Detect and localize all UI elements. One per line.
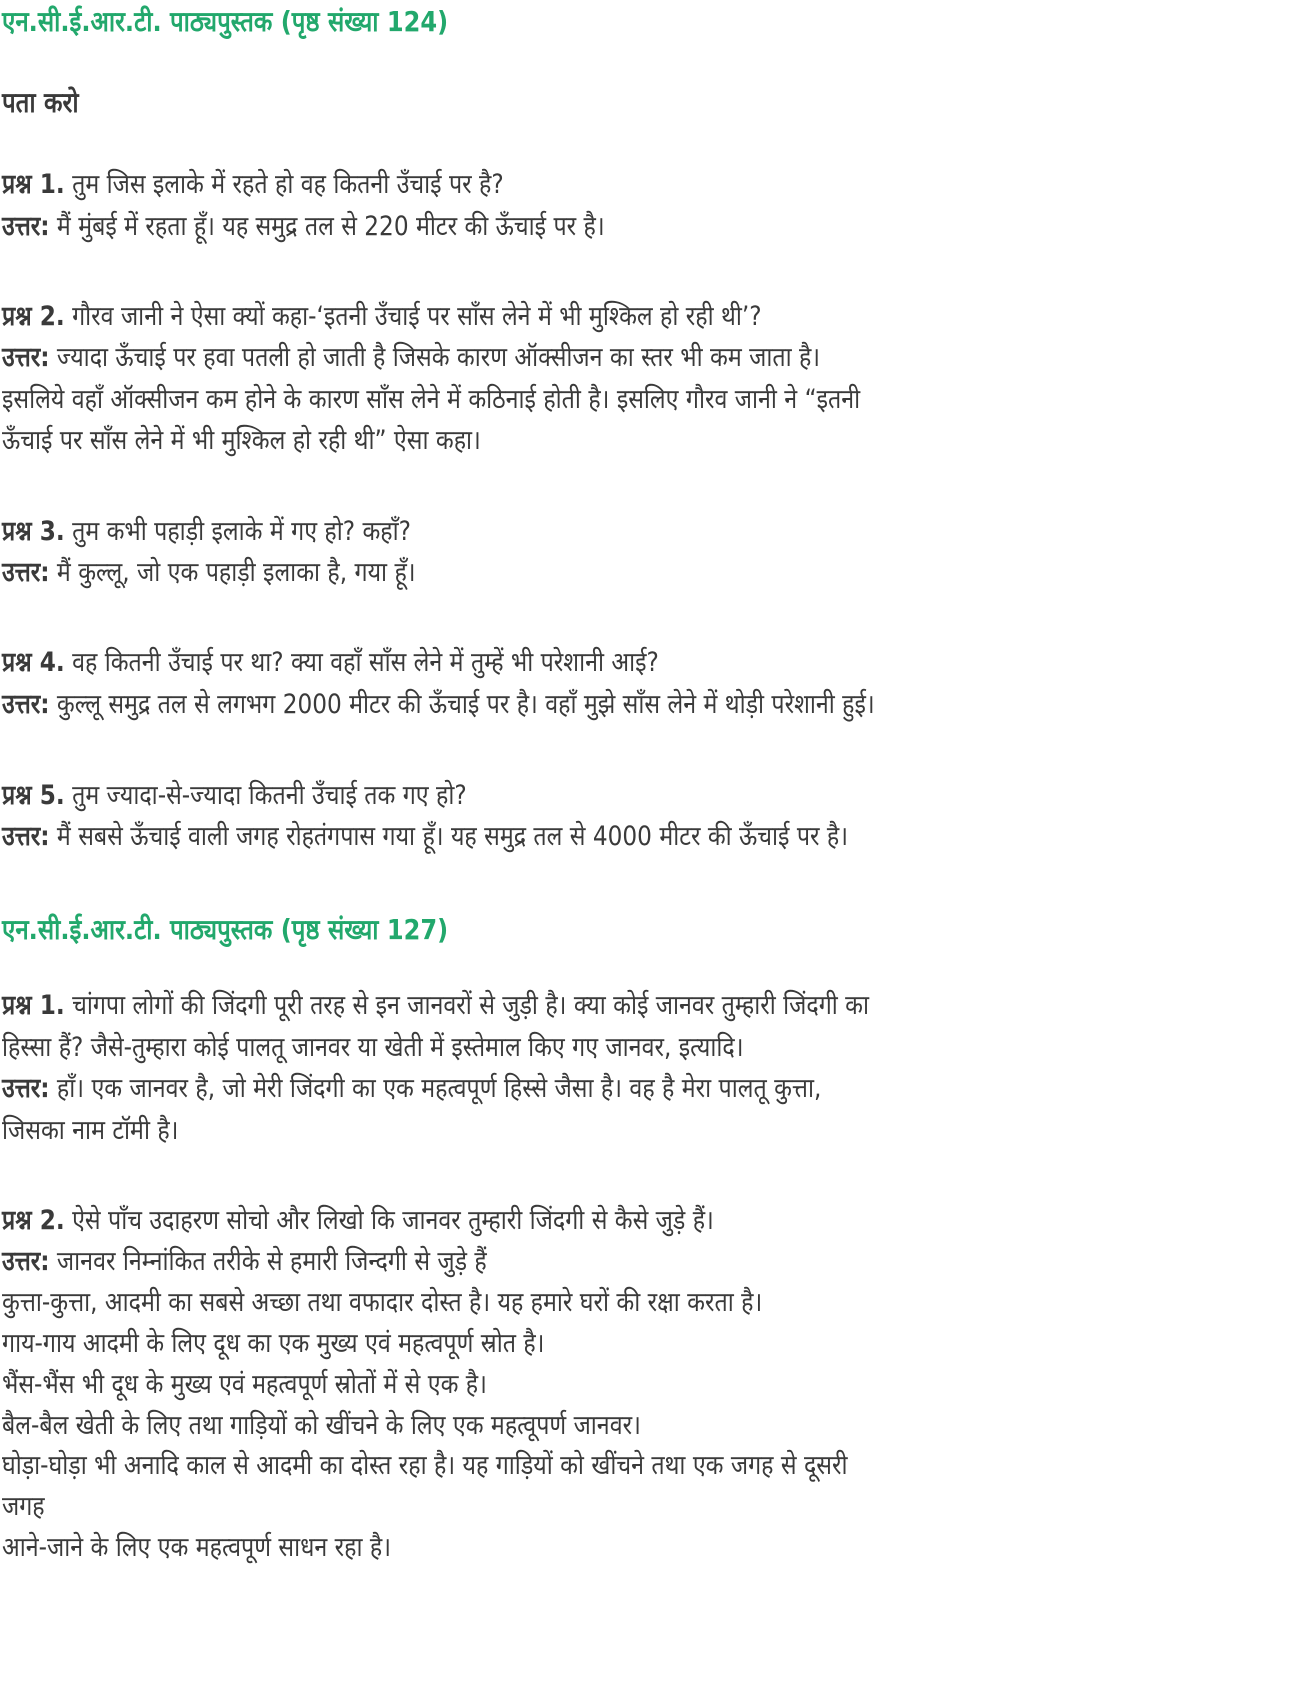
question-label: प्रश्न 1. [2, 169, 65, 200]
s2-answer-2-horse-line-3: आने-जाने के लिए एक महत्वपूर्ण साधन रहा है। [2, 1532, 392, 1563]
s2-answer-2-dog: कुत्ता-कुत्ता, आदमी का सबसे अच्छा तथा वफादार दोस्त है। यह हमारे घरों की रक्षा करता है। [2, 1287, 763, 1318]
s2-question-2 [2, 1201, 714, 1241]
answer-2-line-2: इसलिये वहाँ ऑक्सीजन कम होने के कारण साँस लेने में कठिनाई होती है। इसलिए गौरव जानी ने “इतनी [2, 384, 861, 415]
s2-answer-2-horse-line-2: जगह [2, 1491, 45, 1522]
answer-text: ज्यादा ऊँचाई पर हवा पतली हो जाती है जिसके कारण ऑक्सीजन का स्तर भी कम जाता है। [49, 342, 821, 373]
section-heading-127: एन.सी.ई.आर.टी. पाठ्यपुस्तक (पृष्ठ संख्या 127) [2, 913, 449, 946]
question-5 [2, 776, 467, 816]
question-label: प्रश्न 3. [2, 516, 65, 547]
s2-answer-2 [2, 1242, 487, 1282]
answer-text: जानवर निम्नांकित तरीके से हमारी जिन्दगी से जुड़े हैं [49, 1246, 487, 1277]
answer-2-line-3: ऊँचाई पर साँस लेने में भी मुश्किल हो रही थी” ऐसा कहा। [2, 425, 481, 456]
subheading-pata-karo: पता करो [2, 86, 79, 119]
answer-text: मैं मुंबई में रहता हूँ। यह समुद्र तल से 220 मीटर की ऊँचाई पर है। [49, 211, 605, 242]
question-label: प्रश्न 2. [2, 1205, 65, 1236]
question-label: प्रश्न 4. [2, 647, 65, 678]
answer-label: उत्तर: [2, 1073, 50, 1104]
question-4 [2, 643, 659, 683]
s2-question-1 [2, 986, 869, 1026]
question-1 [2, 165, 504, 205]
question-label: प्रश्न 5. [2, 780, 65, 811]
question-label: प्रश्न 2. [2, 301, 65, 332]
question-text: वह कितनी उँचाई पर था? क्या वहाँ साँस लेने में तुम्हें भी परेशानी आई? [64, 647, 659, 678]
answer-label: उत्तर: [2, 1246, 50, 1277]
answer-4 [2, 685, 875, 725]
answer-text: मैं सबसे ऊँचाई वाली जगह रोहतंगपास गया हूँ। यह समुद्र तल से 4000 मीटर की ऊँचाई पर है। [49, 821, 849, 852]
answer-label: उत्तर: [2, 689, 50, 720]
s2-question-1-line-2: हिस्सा हैं? जैसे-तुम्हारा कोई पालतू जानवर या खेती में इस्तेमाल किए गए जानवर, इत्यादि। [2, 1032, 744, 1063]
answer-3 [2, 553, 416, 593]
section-heading-124: एन.सी.ई.आर.टी. पाठ्यपुस्तक (पृष्ठ संख्या 124) [2, 5, 449, 38]
question-text: चांगपा लोगों की जिंदगी पूरी तरह से इन जानवरों से जुड़ी है। क्या कोई जानवर तुम्हारी जिंदगी का [64, 990, 870, 1021]
answer-label: उत्तर: [2, 342, 50, 373]
question-3 [2, 512, 411, 552]
question-text: गौरव जानी ने ऐसा क्यों कहा-‘इतनी उँचाई पर साँस लेने में भी मुश्किल हो रही थी’? [64, 301, 762, 332]
s2-answer-2-buffalo: भैंस-भैंस भी दूध के मुख्य एवं महत्वपूर्ण स्रोतों में से एक है। [2, 1369, 487, 1400]
s2-answer-1 [2, 1069, 821, 1109]
s2-answer-2-ox: बैल-बैल खेती के लिए तथा गाड़ियों को खींचने के लिए एक महत्वूपर्ण जानवर। [2, 1410, 641, 1441]
answer-text: मैं कुल्लू, जो एक पहाड़ी इलाका है, गया हूँ। [49, 557, 416, 588]
s2-answer-2-horse: घोड़ा-घोड़ा भी अनादि काल से आदमी का दोस्त रहा है। यह गाड़ियों को खींचने तथा एक जगह से दूसरी [2, 1450, 848, 1481]
s2-answer-2-cow: गाय-गाय आदमी के लिए दूध का एक मुख्य एवं महत्वपूर्ण स्रोत है। [2, 1328, 545, 1359]
question-label: प्रश्न 1. [2, 990, 65, 1021]
answer-text: हाँ। एक जानवर है, जो मेरी जिंदगी का एक महत्वपूर्ण हिस्से जैसा है। वह है मेरा पालतू कुत्ता, [49, 1073, 822, 1104]
question-2 [2, 297, 762, 337]
answer-5 [2, 817, 848, 857]
answer-label: उत्तर: [2, 557, 50, 588]
question-text: तुम ज्यादा-से-ज्यादा कितनी उँचाई तक गए हो? [64, 780, 467, 811]
answer-1 [2, 207, 605, 247]
question-text: तुम जिस इलाके में रहते हो वह कितनी उँचाई पर है? [64, 169, 504, 200]
question-text: ऐसे पाँच उदाहरण सोचो और लिखो कि जानवर तुम्हारी जिंदगी से कैसे जुड़े हैं। [64, 1205, 714, 1236]
s2-answer-1-line-2: जिसका नाम टॉमी है। [2, 1115, 179, 1146]
answer-2 [2, 338, 820, 378]
answer-label: उत्तर: [2, 211, 50, 242]
answer-text: कुल्लू समुद्र तल से लगभग 2000 मीटर की ऊँचाई पर है। वहाँ मुझे साँस लेने में थोड़ी परेशानी हुई। [49, 689, 875, 720]
question-text: तुम कभी पहाड़ी इलाके में गए हो? कहाँ? [64, 516, 411, 547]
answer-label: उत्तर: [2, 821, 50, 852]
